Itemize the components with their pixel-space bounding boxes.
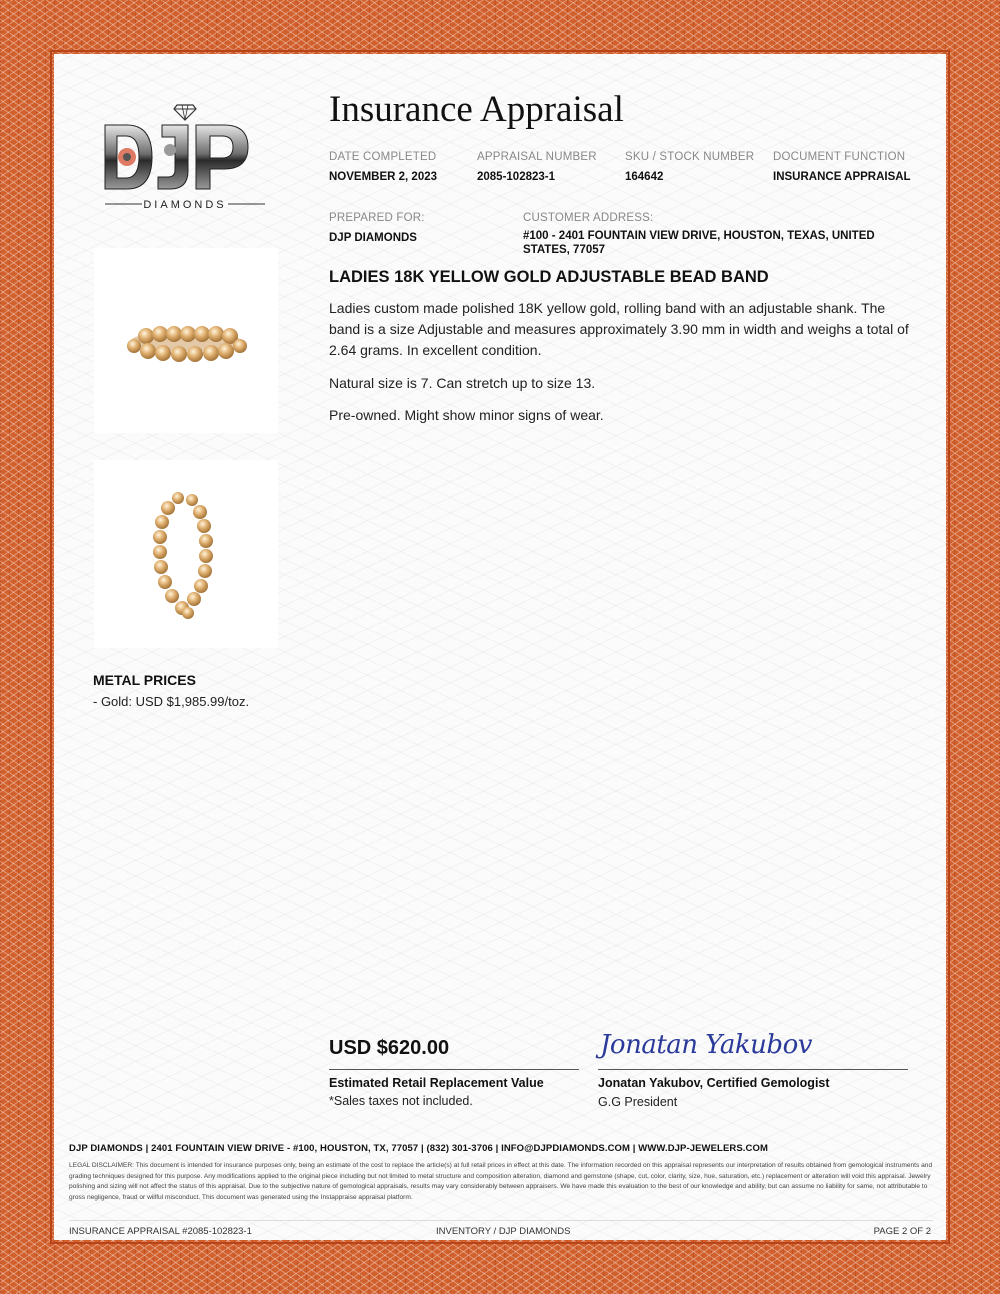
prepared-for-value: DJP DIAMONDS [329,232,417,244]
prepared-for [329,212,425,244]
valuation-label: Estimated Retail Replacement Value [329,1076,544,1090]
signature-script: Jonatan Yakubov [600,1030,812,1060]
meta-appraisal-number [477,151,597,183]
item-description: Ladies custom made polished 18K yellow gold, rolling band with an adjustable shank. The band is a size Adjustable and measures approximately 3.90 mm in width and weighs a total of 2.64 grams. In excellent condition. [329,300,909,358]
footer-page-number: PAGE 2 OF 2 [873,1226,931,1237]
djp-logo-graphic [100,100,270,215]
valuation-price: USD $620.00 [329,1037,450,1059]
meta-value: 164642 [625,171,664,183]
legal-disclaimer: LEGAL DISCLAIMER: This document is intended for insurance purposes only, being an estimate of the cost to replace the article(s) at full retail prices in effect at this date. The information recorded on this appraisal represents our interpretation of results obtained from gemological instruments and grading techniques designed for this purpose. Any modifications applied to the original piece including but not limited to metal structure and composition alteration, diamond and gemstone (shape, cut, color, clarity, size, hue, saturation, etc.) replacement or alteration will void this appraisal. Jewelry polishing and sizing will not affect the status of this appraisal. Due to the subjective nature of gemological appraisals, results may vary considerably between appraisers. We have made this evaluation to the best of our knowledge and ability, but can assume no liability for same, not attributable to gross negligence, fraud or willful misconduct. This document was generated using the Instappraise appraisal platform. [69,1162,933,1201]
product-photo-side [94,248,278,433]
prepared-for-label: PREPARED FOR: [329,212,425,224]
product-photo-front [94,460,278,648]
metal-prices-title: METAL PRICES [93,672,196,688]
meta-value: INSURANCE APPRAISAL [773,171,911,183]
meta-document-function [773,151,911,183]
bead-band-front-image [94,460,278,648]
meta-value: 2085-102823-1 [477,171,556,183]
customer-address [523,212,903,257]
djp-logo [100,100,270,215]
footer-rule [69,1220,933,1221]
signer-title: G.G President [598,1095,678,1109]
meta-label: DATE COMPLETED [329,151,437,163]
footer-inventory: INVENTORY / DJP DIAMONDS [436,1226,571,1237]
item-condition-note: Pre-owned. Might show minor signs of wear. [329,407,604,423]
meta-value: NOVEMBER 2, 2023 [329,171,438,183]
signature-rule [598,1069,908,1070]
item-title: LADIES 18K YELLOW GOLD ADJUSTABLE BEAD BAND [329,268,769,286]
valuation-rule [329,1069,579,1070]
customer-address-value: #100 - 2401 FOUNTAIN VIEW DRIVE, HOUSTON, TEXAS, UNITED STATES, 77057 [523,230,875,256]
meta-label: DOCUMENT FUNCTION [773,151,906,163]
valuation-note: *Sales taxes not included. [329,1094,473,1108]
footer-appraisal-ref: INSURANCE APPRAISAL #2085-102823-1 [69,1226,252,1237]
customer-address-label: CUSTOMER ADDRESS: [523,212,654,224]
page-title: Insurance Appraisal [329,89,624,130]
svg-text:DIAMONDS: DIAMONDS [143,199,227,211]
meta-label: SKU / STOCK NUMBER [625,151,755,163]
meta-label: APPRAISAL NUMBER [477,151,597,163]
company-contact-line: DJP DIAMONDS | 2401 FOUNTAIN VIEW DRIVE - #100, HOUSTON, TX, 77057 | (832) 301-3706 | INFO@DJPDIAMONDS.COM | WWW.DJP-JEWELERS.COM [69,1143,768,1154]
bead-band-side-image [94,248,278,433]
metal-price-gold: - Gold: USD $1,985.99/toz. [93,694,250,709]
signer-name: Jonatan Yakubov, Certified Gemologist [598,1076,830,1090]
meta-date-completed [329,151,437,183]
meta-sku [625,151,754,183]
item-size-note: Natural size is 7. Can stretch up to size 13. [329,375,596,391]
